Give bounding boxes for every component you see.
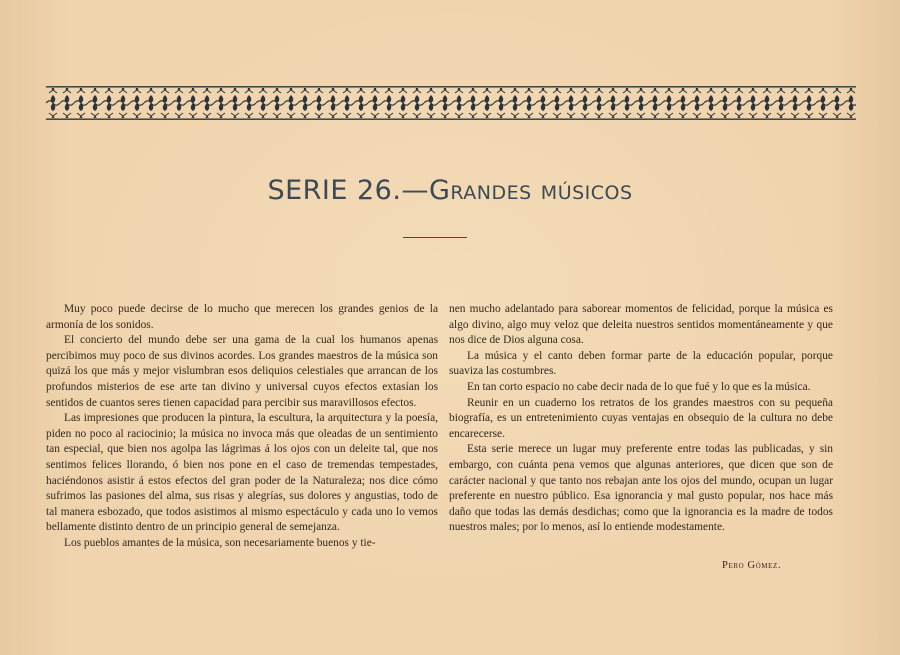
author-signature: Pero Gómez. <box>722 560 782 571</box>
title-divider <box>403 237 467 238</box>
right-text-column <box>449 302 833 536</box>
page-title <box>0 175 900 206</box>
paragraph: Los pueblos amantes de la música, son necesariamente buenos y tie- <box>64 536 376 549</box>
paragraph: El concierto del mundo debe ser una gama de la cual los humanos apenas percibimos muy poco de sus divinos acordes. Los grandes maestros de la música son quizá los que más y mejor vislumbran esos deliquios celestiales que arrancan de los profundos misterios de ese arte tan divino y universal cuyos efectos extasían los sentidos de cuantos seres tienen capacidad para percibir sus maravillosos efectos. <box>46 334 438 409</box>
paragraph: Muy poco puede decirse de lo mucho que merecen los grandes genios de la armonía de los sonidos. <box>46 303 438 331</box>
paragraph: Las impresiones que producen la pintura, la escultura, la arquitectura y la poesía, piden no poco al raciocinio; la música no invoca más que oleadas de un sentimiento tan especial, que bien nos agolpa las lágrimas á los ojos con un deleite tal, que nos sentimos felices llorando, ó bien nos pone en el caso de tremendas tempestades, haciéndonos asistir á estos efectos del gran poder de la Naturaleza; nos dice cómo sufrimos las pasiones del alma, sus risas y alegrías, sus dolores y angustias, todo de tal manera esbozado, que todos asistimos al mismo espectáculo y cada uno lo vemos bellamente distinto dentro de un principio general de semejanza. <box>46 412 438 534</box>
title-series-number: SERIE 26.— <box>267 175 429 206</box>
paragraph: Reunir en un cuaderno los retratos de los grandes maestros con su pequeña biografía, es un entretenimiento cuyas ventajas en obsequio de la cultura no debe encarecerse. <box>449 396 833 440</box>
title-subject: Grandes músicos <box>428 175 633 206</box>
left-text-column <box>46 302 438 552</box>
ornamental-band-icon <box>46 86 856 120</box>
paragraph: En tan corto espacio no cabe decir nada de lo que fué y lo que es la música. <box>467 380 811 393</box>
paragraph: nen mucho adelantado para saborear momentos de felicidad, porque la música es algo divino, algo muy veloz que deleita nuestros sentidos momentáneamente y que nos dice de Dios alguna cosa. <box>449 303 833 347</box>
paragraph: La música y el canto deben formar parte de la educación popular, porque suaviza las costumbres. <box>449 349 833 378</box>
paragraph: Esta serie merece un lugar muy preferente entre todas las publicadas, y sin embargo, con cuánta pena vemos que algunas anteriores, que dicen que son de carácter nacional y que tanto nos rebajan ante los ojos del mundo, ocupan un lugar preferente en nuestro público. Esa ignorancia y mal gusto popular, nos hace más daño que todas las demás desdichas; como que la ignorancia es la madre de todos nuestros males; por lo menos, así lo entiende modestamente. <box>449 443 833 534</box>
